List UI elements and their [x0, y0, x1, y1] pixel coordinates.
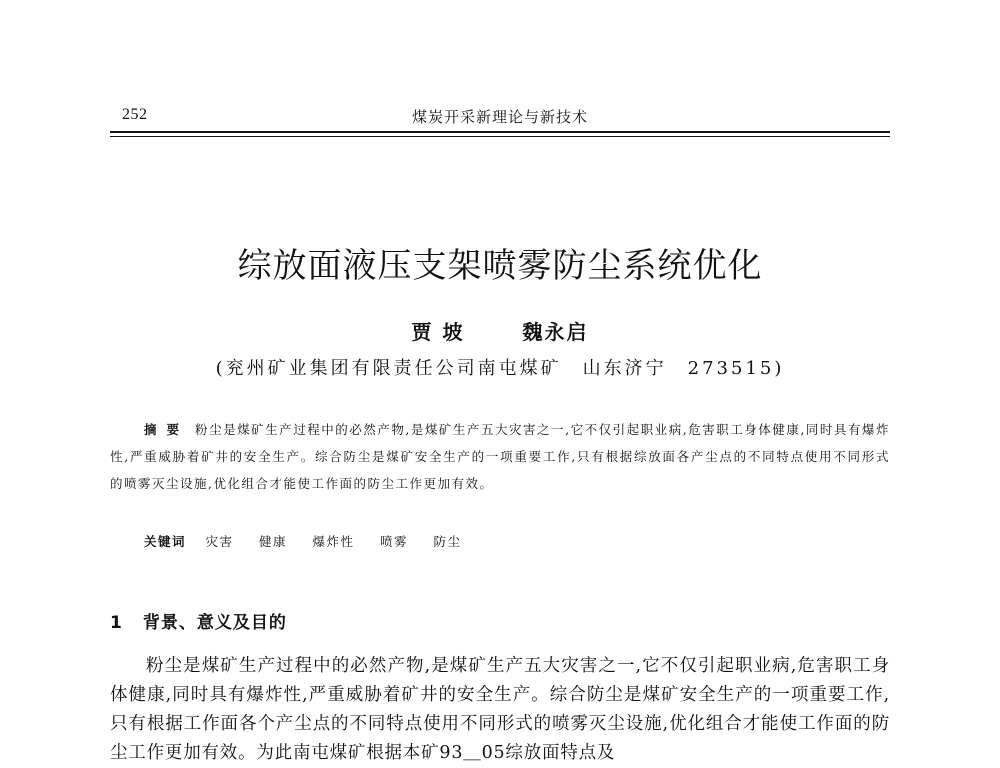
section-number: 1 — [110, 613, 123, 633]
keyword: 灾害 — [205, 534, 234, 549]
keyword: 健康 — [259, 534, 288, 549]
running-head — [110, 104, 890, 130]
abstract-text: 粉尘是煤矿生产过程中的必然产物,是煤矿生产五大灾害之一,它不仅引起职业病,危害职工身体健康,同时具有爆炸性,严重威胁着矿井的安全生产。综合防尘是煤矿安全生产的一项重要工作,只有根据综放面各产尘点的不同特点使用不同形式的喷雾灭尘设施,优化组合才能使工作面的防尘工作更加有效。 — [110, 422, 890, 491]
author-list — [0, 316, 1000, 345]
section-heading — [110, 608, 287, 633]
section-title: 背景、意义及目的 — [142, 613, 287, 633]
keyword: 爆炸性 — [312, 534, 355, 549]
keywords — [144, 532, 482, 550]
paper-title: 综放面液压支架喷雾防尘系统优化 — [237, 246, 763, 286]
keywords-label: 关键词 — [144, 534, 187, 549]
keyword: 防尘 — [433, 534, 462, 549]
header-rule-thin — [110, 136, 890, 137]
abstract — [110, 416, 890, 497]
body-paragraph: 粉尘是煤矿生产过程中的必然产物,是煤矿生产五大灾害之一,它不仅引起职业病,危害职工身体健康,同时具有爆炸性,严重威胁着矿井的安全生产。综合防尘是煤矿安全生产的一项重要工作,只有根据工作面各个产尘点的不同特点使用不同形式的喷雾灭尘设施,优化组合才能使工作面的防尘工作更加有效。为此南屯煤矿根据本矿93＿05综放面特点及 — [110, 656, 890, 763]
abstract-label: 摘要 — [144, 422, 190, 437]
keyword: 喷雾 — [380, 534, 409, 549]
header-rule-thick — [110, 131, 890, 133]
journal-title: 煤炭开采新理论与新技术 — [411, 108, 588, 126]
author-name: 贾 坡 — [411, 320, 465, 344]
page-number: 252 — [122, 106, 148, 123]
author-name: 魏永启 — [522, 320, 589, 344]
affiliation: (兖州矿业集团有限责任公司南屯煤矿 山东济宁 273515) — [215, 358, 785, 379]
